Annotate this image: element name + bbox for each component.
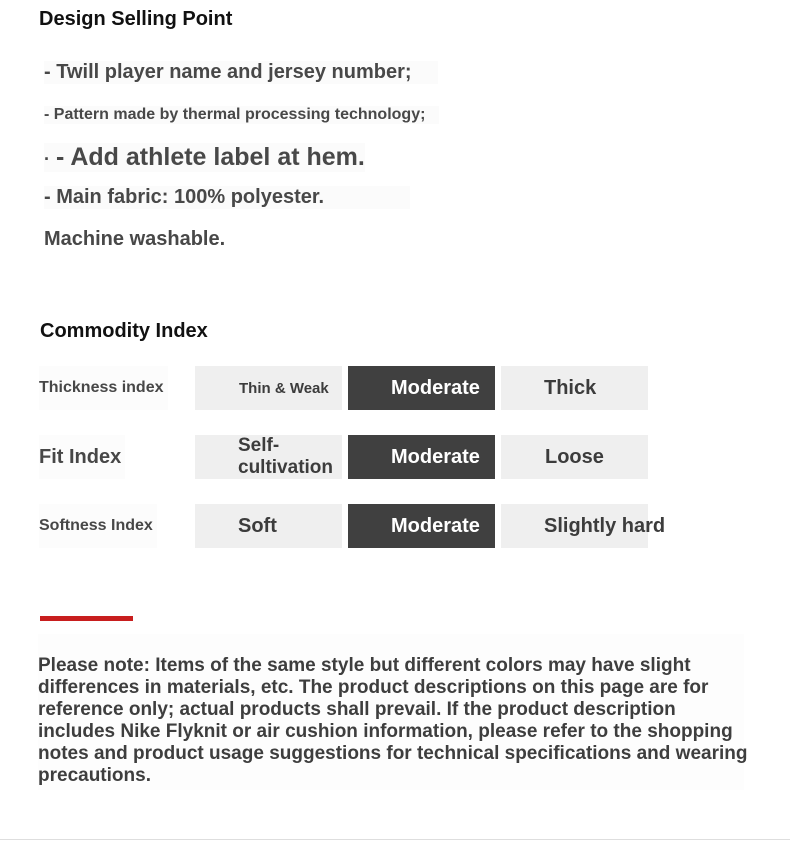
selling-point-text: - Add athlete label at hem. <box>56 143 365 171</box>
selling-point-line: - Pattern made by thermal processing technology; <box>44 106 439 124</box>
thickness-index-row <box>0 366 790 410</box>
selling-point-line: - Main fabric: 100% polyester. <box>44 186 410 209</box>
option-slightly-hard <box>501 504 666 548</box>
bottom-divider <box>0 839 790 840</box>
option-moderate-selected <box>348 366 495 410</box>
option-label: Moderate <box>391 376 480 399</box>
bullet-icon: · <box>44 149 50 169</box>
selling-point-line: - Twill player name and jersey number; <box>44 61 438 84</box>
thickness-index-label: Thickness index <box>39 366 168 410</box>
softness-index-label: Softness Index <box>39 504 157 548</box>
option-label: Thin & Weak <box>239 379 329 397</box>
option-thin-weak <box>195 366 342 410</box>
selling-point-line-with-bullet <box>44 143 365 172</box>
selling-point-title: Design Selling Point <box>39 8 233 30</box>
fit-index-label: Fit Index <box>39 435 125 479</box>
option-thick <box>501 366 648 410</box>
option-label: Thick <box>544 376 597 399</box>
accent-divider <box>40 616 133 621</box>
selling-point-line: Machine washable. <box>44 228 226 250</box>
fit-index-row <box>0 435 790 479</box>
option-label: Moderate <box>391 445 480 468</box>
option-label: Soft <box>238 514 277 537</box>
notice-text: Please note: Items of the same style but different colors may have slight differences in materials, etc. The product descriptions on this page are for reference only; actual products shall prevail. If the product description includes Nike Flyknit or air cushion information, please refer to the shopping notes and product usage suggestions for technical specifications and wearing precautions. <box>38 655 748 786</box>
option-self-cultivation <box>195 435 342 479</box>
option-moderate-selected <box>348 435 495 479</box>
option-label: Moderate <box>391 514 480 537</box>
option-soft <box>195 504 342 548</box>
softness-index-row <box>0 504 790 548</box>
option-label: Slightly hard <box>544 514 666 537</box>
commodity-index-title: Commodity Index <box>40 320 208 342</box>
option-moderate-selected <box>348 504 495 548</box>
option-label: Loose <box>545 445 604 468</box>
option-loose <box>501 435 648 479</box>
option-label: Self- cultivation <box>238 435 334 478</box>
